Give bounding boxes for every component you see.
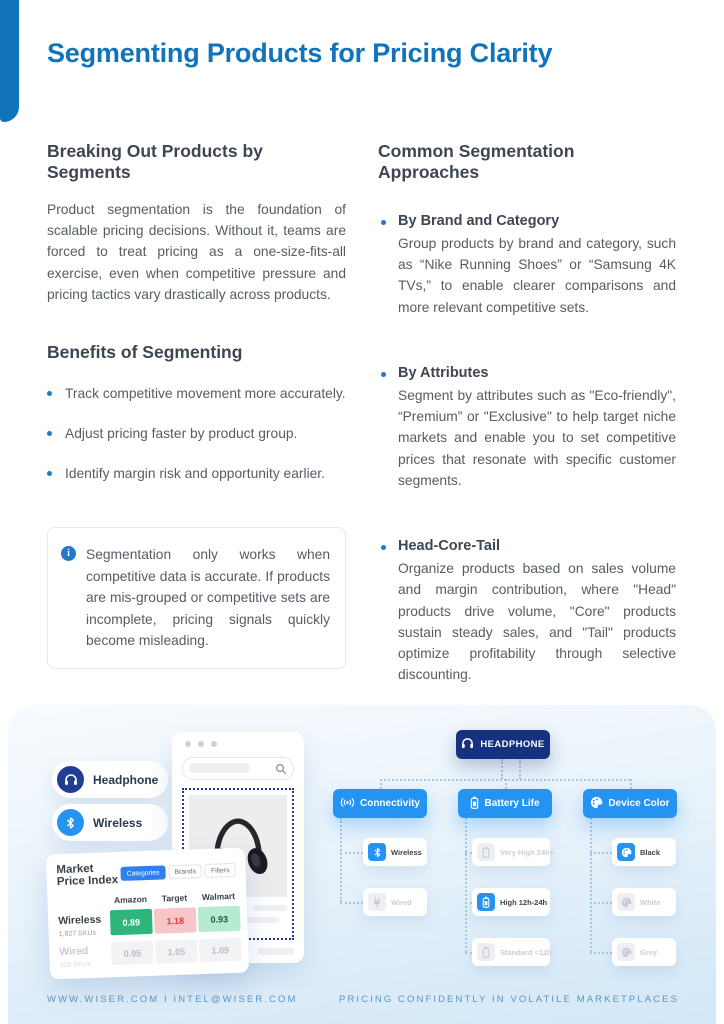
- column-header: Amazon: [113, 894, 148, 906]
- tree-category-battery-life[interactable]: [458, 789, 552, 818]
- category-label: Battery Life: [484, 798, 540, 809]
- list-item: [47, 384, 346, 405]
- price-card-tabs: [120, 863, 235, 881]
- row-label-text: Wireless: [58, 913, 102, 928]
- child-label: Wireless: [391, 847, 422, 857]
- approach-body: Organize products based on sales volume and margin contribution, where "Head" products drive volume, "Core" products sustain steady sales, and "Tail" products optimize profitability through selective discounting.: [398, 561, 676, 683]
- tree-category-connectivity[interactable]: [333, 789, 427, 818]
- approach-title: By Attributes: [398, 364, 489, 381]
- callout-text: Segmentation only works when competitive data is accurate. If products are mis-grouped or competitive sets are incomplete, pricing signals quickly become misleading.: [86, 547, 330, 649]
- table-cell: 0.95: [111, 941, 154, 965]
- child-label: Wired: [391, 897, 412, 907]
- tag-pill-wireless[interactable]: [52, 804, 168, 841]
- tree-child-black[interactable]: [612, 838, 676, 866]
- battery-icon: [470, 796, 479, 812]
- window-controls: [185, 741, 217, 747]
- tree-child-white[interactable]: [612, 888, 676, 916]
- footer-tagline: PRICING CONFIDENTLY IN VOLATILE MARKETPLACES: [339, 994, 679, 1005]
- left-column: [47, 141, 346, 669]
- connector-line: [501, 759, 503, 779]
- tree-root-headphone[interactable]: [456, 730, 550, 759]
- intro-paragraph: Product segmentation is the foundation of scalable pricing decisions. Without it, teams are forced to treat pricing as a one-size-fits-all exercise, even when competitive pressure and pricing tactics vary drastically across products.: [47, 202, 346, 302]
- list-item: [47, 464, 346, 485]
- category-label: Connectivity: [359, 798, 420, 809]
- search-icon: [275, 762, 287, 780]
- bullet-icon: [47, 391, 52, 396]
- benefit-text: Track competitive movement more accurately.: [65, 386, 346, 402]
- connector-line: [630, 779, 632, 789]
- tree-child-standard[interactable]: [472, 938, 550, 966]
- headphone-icon: [57, 766, 84, 793]
- row-sublabel: 1,827 SKUs: [58, 929, 97, 939]
- benefit-text: Adjust pricing faster by product group.: [65, 425, 298, 441]
- tree-root-label: HEADPHONE: [480, 739, 545, 750]
- row-label: [58, 909, 109, 938]
- tree-child-high[interactable]: [472, 888, 550, 916]
- connector-line: [465, 818, 467, 952]
- connector-line: [590, 902, 612, 904]
- list-item: [47, 424, 346, 445]
- palette-icon: [617, 893, 635, 911]
- approach-title: Head-Core-Tail: [398, 538, 501, 555]
- bluetooth-icon: [57, 809, 84, 836]
- connector-line: [465, 852, 472, 854]
- tree-child-wireless[interactable]: [363, 838, 427, 866]
- accent-bar: [0, 0, 19, 122]
- connector-line: [340, 902, 363, 904]
- child-label: High 12h-24h: [500, 897, 548, 907]
- page-title: Segmenting Products for Pricing Clarity: [47, 38, 553, 68]
- table-cell: 1.18: [154, 907, 197, 933]
- connector-line: [519, 759, 521, 779]
- child-label: Standard <12h: [500, 947, 552, 957]
- battery-icon: [477, 893, 495, 911]
- table-cell: 1.05: [155, 939, 198, 963]
- connector-line: [340, 852, 363, 854]
- battery-icon: [477, 843, 495, 861]
- bullet-icon: [381, 220, 386, 225]
- tree-category-device-color[interactable]: [583, 789, 677, 818]
- price-index-table: [57, 891, 238, 969]
- connector-line: [380, 779, 382, 789]
- benefit-text: Identify margin risk and opportunity earlier.: [65, 465, 325, 481]
- connector-line: [340, 818, 342, 902]
- connector-line: [465, 952, 472, 954]
- palette-icon: [617, 843, 635, 861]
- column-header: Walmart: [201, 890, 236, 903]
- table-cell: 0.89: [110, 909, 153, 935]
- search-input[interactable]: [182, 757, 294, 780]
- illustration-panel: [8, 705, 716, 1024]
- child-label: Very High 24h+: [500, 847, 554, 857]
- placeholder-bar: [253, 905, 287, 911]
- bullet-icon: [381, 372, 386, 377]
- tab-filters[interactable]: Filters: [205, 863, 236, 878]
- section-heading-breaking-out: Breaking Out Products by Segments: [47, 141, 263, 182]
- tree-child-wired[interactable]: [363, 888, 427, 916]
- tab-categories[interactable]: Categories: [120, 865, 165, 881]
- placeholder-bar: [258, 948, 294, 955]
- child-label: Grey: [640, 947, 658, 957]
- tag-label: Wireless: [93, 815, 143, 830]
- battery-icon: [477, 943, 495, 961]
- palette-icon: [590, 796, 603, 812]
- plug-icon: [368, 893, 386, 911]
- footer-contact: WWW.WISER.COM I INTEL@WISER.COM: [47, 994, 298, 1005]
- connector-line: [590, 818, 592, 952]
- connector-line: [590, 952, 612, 954]
- price-card-title: Market Price Index: [56, 862, 119, 889]
- right-column: [378, 141, 676, 686]
- tab-brands[interactable]: Brands: [168, 864, 202, 879]
- child-label: Black: [640, 847, 661, 857]
- bullet-icon: [47, 431, 52, 436]
- bullet-icon: [47, 471, 52, 476]
- bluetooth-icon: [368, 843, 386, 861]
- table-cell: 1.09: [199, 938, 242, 962]
- connector-line: [465, 902, 472, 904]
- connector-line: [590, 852, 612, 854]
- row-label-text: Wired: [59, 945, 89, 959]
- info-icon: i: [61, 546, 76, 561]
- bullet-icon: [381, 545, 386, 550]
- child-label: White: [640, 897, 661, 907]
- approach-item-attributes: [378, 365, 676, 491]
- category-label: Device Color: [608, 798, 670, 809]
- approach-body: Group products by brand and category, such as “Nike Running Shoes” or “Samsung 4K TVs,” to enable clearer comparisons and more relevant competitive sets.: [398, 236, 676, 315]
- approach-title: By Brand and Category: [398, 213, 560, 229]
- approach-body: Segment by attributes such as "Eco-friendly", “Premium” or "Exclusive" to help target niche markets and enable you to set competitive prices that resonate with specific customer segments.: [398, 387, 676, 488]
- table-cell: 0.93: [198, 906, 241, 932]
- tag-pill-headphone[interactable]: [52, 761, 168, 798]
- approach-item-head-core-tail: [378, 538, 676, 685]
- info-callout: [47, 527, 346, 669]
- column-header: Target: [161, 892, 188, 904]
- row-sublabel: 328 SKUs: [59, 960, 92, 970]
- tree-child-grey[interactable]: [612, 938, 676, 966]
- tree-child-very-high[interactable]: [472, 838, 554, 866]
- search-placeholder-bar: [189, 763, 251, 773]
- connector-line: [505, 779, 507, 789]
- row-label: [59, 940, 110, 969]
- approach-item-brand-category: [378, 213, 676, 318]
- benefits-list: [47, 384, 346, 484]
- palette-icon: [617, 943, 635, 961]
- tag-label: Headphone: [93, 772, 159, 787]
- section-heading-benefits: Benefits of Segmenting: [47, 342, 243, 363]
- headphone-icon: [461, 737, 474, 752]
- section-heading-approaches: Common Segmentation Approaches: [378, 141, 575, 182]
- signal-icon: [340, 797, 355, 811]
- market-price-index-card: [46, 848, 249, 980]
